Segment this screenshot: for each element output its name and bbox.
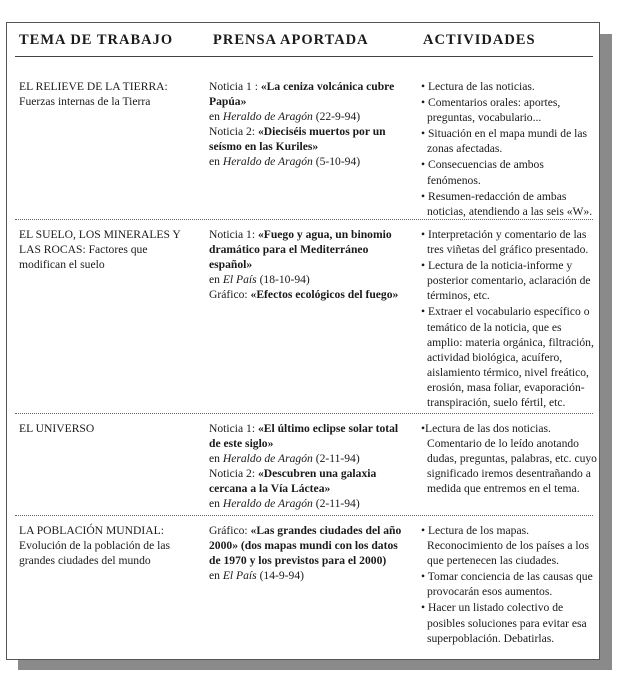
tema-title: LA POBLACIÓN MUNDIAL: (19, 524, 164, 537)
row-4-prensa (209, 523, 404, 583)
graphic-item: Gráfico: «Efectos ecológicos del fuego» (209, 288, 399, 302)
row-3-actividades (421, 421, 597, 497)
row-4-tema (19, 523, 194, 568)
tema-title: EL UNIVERSO (19, 422, 95, 435)
news-item-1: Noticia 1 : «La ceniza volcánica cubre Papúa» (209, 80, 395, 109)
tema-title: EL SUELO, LOS MINERALES Y LAS ROCAS: Factores que modifican el suelo (19, 228, 181, 272)
header-divider (15, 56, 593, 57)
row-1-tema (19, 79, 194, 109)
news-source-1: en El País (14-9-94) (209, 569, 304, 583)
activity-table (6, 22, 600, 660)
row-2-actividades (421, 227, 597, 411)
row-divider (15, 413, 593, 414)
activity-item: • Situación en el mapa mundi de las zonas afectadas. (421, 127, 588, 156)
row-3-tema (19, 421, 194, 436)
news-item-2: Noticia 2: «Dieciséis muertos por un seísmo en las Kuriles» (209, 125, 386, 154)
news-item-1: Noticia 1: «El último eclipse solar total de este siglo» (209, 422, 399, 451)
activity-item: • Lectura de las noticias. (421, 80, 535, 93)
activity-item: • Tomar conciencia de las causas que provocarán esos aumentos. (421, 570, 593, 599)
tema-subtitle: Fuerzas internas de la Tierra (19, 95, 151, 109)
row-4-actividades (421, 523, 597, 647)
news-item-2: Noticia 2: «Descubren una galaxia cercana a la Vía Láctea» (209, 467, 377, 496)
tema-subtitle: Evolución de la población de las grandes ciudades del mundo (19, 539, 170, 568)
row-3-prensa (209, 421, 404, 512)
activity-item: • Resumen-redacción de ambas noticias, atendiendo a las seis «W». (421, 189, 593, 218)
activity-item: • Consecuencias de ambos fenómenos. (421, 158, 544, 187)
row-divider (15, 219, 593, 220)
news-source-1: en Heraldo de Aragón (2-11-94) (209, 452, 360, 466)
news-item-1: Noticia 1: «Fuego y agua, un binomio dramático para el Mediterráneo español» (209, 228, 392, 272)
header-tema: TEMA DE TRABAJO (19, 32, 174, 48)
activity-item: • Lectura de la noticia-informe y posterior comentario, aclaración de términos, etc. (421, 259, 591, 303)
tema-title: EL RELIEVE DE LA TIERRA: (19, 80, 168, 93)
activity-item: • Interpretación y comentario de las tres viñetas del gráfico presentado. (421, 228, 589, 257)
news-source-2: en Heraldo de Aragón (2-11-94) (209, 497, 360, 511)
news-source-1: en Heraldo de Aragón (22-9-94) (209, 110, 361, 124)
header-actividades: ACTIVIDADES (423, 32, 536, 48)
row-2-prensa (209, 227, 404, 302)
row-1-prensa (209, 79, 404, 170)
row-2-tema (19, 227, 194, 272)
row-1-actividades (421, 79, 597, 220)
news-source-2: en Heraldo de Aragón (5-10-94) (209, 155, 361, 169)
activity-item: • Extraer el vocabulario específico o temático de la noticia, que es amplio: materia orgánica, filtración, actividad biológica, acuífero, aislamiento térmico, nivel freático, erosión, masa foliar, evaporación-transpiración, suelo fértil, etc. (421, 305, 594, 410)
activity-item: •Lectura de las dos noticias. Comentario de lo leído anotando dudas, preguntas, palabras, etc. cuyo significado iremos desentrañando a medida que entremos en el tema. (421, 422, 597, 496)
row-divider (15, 515, 593, 516)
activity-item: • Lectura de los mapas. Reconocimiento de los países a los que pertenecen las ciudades. (421, 524, 589, 568)
graphic-item: Gráfico: «Las grandes ciudades del año 2000» (dos mapas mundi con los datos de 1970 y los previstos para el 2000) (209, 524, 402, 568)
news-source-1: en El País (18-10-94) (209, 273, 310, 287)
activity-item: • Hacer un listado colectivo de posibles soluciones para evitar esa superpoblación. Debatirlas. (421, 601, 587, 645)
header-prensa: PRENSA APORTADA (213, 32, 369, 48)
activity-item: • Comentarios orales: aportes, preguntas, vocabulario... (421, 96, 561, 125)
